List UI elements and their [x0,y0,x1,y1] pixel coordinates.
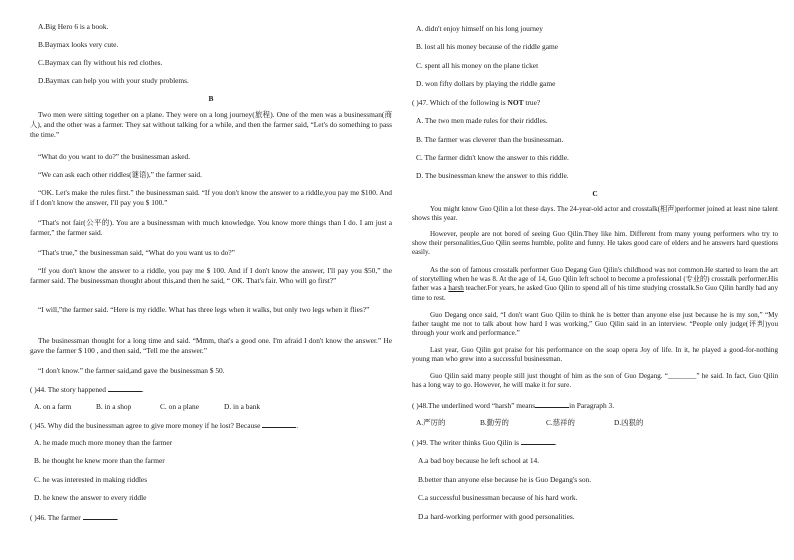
answer-blank-49[interactable] [521,437,555,445]
q46-option-a[interactable]: A. didn't enjoy himself on his long journey [416,24,543,33]
answer-blank-44[interactable] [108,384,142,392]
question-46-text: ( )46. The farmer [30,513,81,522]
passage-b-p7: “If you don't know the answer to a riddle, you pay me $ 100. And if I don't know the answer, I'll pay you $50,” the farmer said. The businessman thought about this,and then he said, “ OK. That's fair. Who will go first?” [30,266,392,285]
option-c-prev: C.Baymax can fly without his red clothes. [38,58,163,67]
question-46: ( )46. The farmer . [30,513,119,522]
question-48 [412,400,614,411]
q45-option-a[interactable]: A. he made much more money than the farmer [34,438,173,447]
q48-option-c[interactable]: C.慈祥的 [546,418,575,427]
underlined-word-harsh: harsh [448,284,464,293]
passage-b-p9: The businessman thought for a long time and said. “Mmm, that's a good one. I'm afraid I don't know the answer.” He gave the farmer $ 100 , and then said, “Tell me the answer.” [30,336,392,355]
passage-c-p3: As the son of famous crosstalk performer Guo Degang Guo Qilin's childhood was not common.He started to learn the art of storytelling when he was 8. At the age of 14, Guo Qilin left school to become a professional (专业的) crosstalk performer.His father was a harsh teacher.For years, he asked Guo Qilin to spend all of his time studying crosstalk.So Guo Qilin hardly had any time to rest. [412,266,778,302]
passage-b-p2: “What do you want to do?” the businessman asked. [38,152,191,161]
option-b-prev: B.Baymax looks very cute. [38,40,119,49]
question-47-text: ( )47. Which of the following is [412,98,508,107]
question-45: ( )45. Why did the businessman agree to give more money if he lost? Because . [30,421,299,430]
question-44-text: ( )44. The story happened [30,385,107,394]
q47-option-d[interactable]: D. The businessman knew the answer to this riddle. [416,171,569,180]
section-c-heading: C [592,189,598,198]
option-d-prev: D.Baymax can help you with your study problems. [38,76,189,85]
passage-b-p10: “I don't know.” the farmer said,and gave the businessman $ 50. [38,366,225,375]
q48-option-b[interactable]: B.勤劳的 [480,418,509,427]
q49-option-c[interactable]: C.a successful businessman because of his hard work. [418,493,578,502]
passage-b-p5: “That's not fair(公平的). You are a businessman with much knowledge. You know more things than I do. I am just a farmer,” the farmer said. [30,218,392,237]
q45-option-b[interactable]: B. he thought he knew more than the farmer [34,456,165,465]
q44-option-b[interactable]: B. in a shop [96,402,132,411]
option-a-prev: A.Big Hero 6 is a book. [38,22,109,31]
question-48-tail: in Paragraph 3. [569,401,615,410]
passage-c-p2: However, people are not bored of seeing Guo Qilin.They like him. Different from many young performers who try to show their personalities,Guo Qilin seems humble, polite and funny. He takes good care of elders and he answers hard questions easily. [412,230,778,257]
answer-blank-45[interactable] [262,420,296,428]
q49-option-b[interactable]: B.better than anyone else because he is Guo Degang's son. [418,475,592,484]
q45-option-c[interactable]: C. he was interested in making riddles [34,475,148,484]
q46-option-c[interactable]: C. spent all his money on the plane ticket [416,61,539,70]
q44-option-a[interactable]: A. on a farm [34,402,72,411]
passage-b-p8: “I will,”the farmer said. “Here is my riddle. What has three legs when it walks, but only two legs when it flies?” [38,305,370,314]
passage-b-p3: “We can ask each other riddles(谜语),” the farmer said. [38,170,202,179]
q46-option-d[interactable]: D. won fifty dollars by playing the riddle game [416,79,556,88]
q44-option-d[interactable]: D. in a bank [224,402,261,411]
section-b-heading: B [208,94,214,103]
q47-option-a[interactable]: A. The two men made rules for their riddles. [416,116,548,125]
question-49-text: ( )49. The writer thinks Guo Qilin is [412,438,520,447]
q48-option-d[interactable]: D.凶狠的 [614,418,644,427]
passage-c-p5: Last year, Guo Qilin got praise for his performance on the soap opera Joy of life. In it, he played a good-for-nothing young man who grew into a successful businessman. [412,346,778,364]
question-47-tail: true? [523,98,541,107]
answer-blank-46[interactable] [83,512,117,520]
q45-option-d[interactable]: D. he knew the answer to every riddle [34,493,147,502]
q44-option-c[interactable]: C. on a plane [160,402,199,411]
q46-option-b[interactable]: B. lost all his money because of the riddle game [416,42,559,51]
question-47-not: NOT [507,98,524,107]
q48-option-a[interactable]: A.严厉的 [416,418,446,427]
passage-c-p1: You might know Guo Qilin a lot these days. The 24-year-old actor and crosstalk(相声)performer joined at least nine talent shows this year. [412,205,778,223]
passage-c-p4: Guo Degang once said, “I don't want Guo Qilin to think he is better than anyone else just because he is my son,” “My father taught me not to talk about how hard I was working,” Guo Qilin said in an interview. “People only judge(评判)you through your work and performance.” [412,311,778,338]
q47-option-b[interactable]: B. The farmer was cleverer than the businessman. [416,135,564,144]
q49-option-a[interactable]: A.a bad boy because he left school at 14. [418,456,540,465]
passage-b-p1: Two men were sitting together on a plane. They were on a long journey(旅程). One of the men was a businessman(商人), and the other was a farmer. They sat without talking for a while, and then the farmer said, “Let's do something to pass the time.” [30,110,392,139]
question-47 [412,98,540,108]
question-48-text: ( )48.The underlined word “harsh” means [412,401,536,410]
question-44: ( )44. The story happened . [30,385,144,394]
question-49: ( )49. The writer thinks Guo Qilin is . [412,438,557,447]
q49-option-d[interactable]: D.a hard-working performer with good personalities. [418,512,575,521]
passage-b-p6: “That's true,” the businessman said, “What do you want us to do?” [38,248,235,257]
q47-option-c[interactable]: C. The farmer didn't know the answer to this riddle. [416,153,569,162]
answer-blank-48[interactable] [535,400,569,408]
passage-b-p4: “OK. Let's make the rules first.” the businessman said. “If you don't know the answer to a riddle,you pay me $100. And if I don't know the answer, I'll pay you $ 100.” [30,188,392,207]
passage-c-p6: Guo Qilin said many people still just thought of him as the son of Guo Degang. “________” he said. In fact, Guo Qilin has a long way to go. However, he will make it for sure. [412,372,778,390]
question-45-text: ( )45. Why did the businessman agree to give more money if he lost? Because [30,421,261,430]
